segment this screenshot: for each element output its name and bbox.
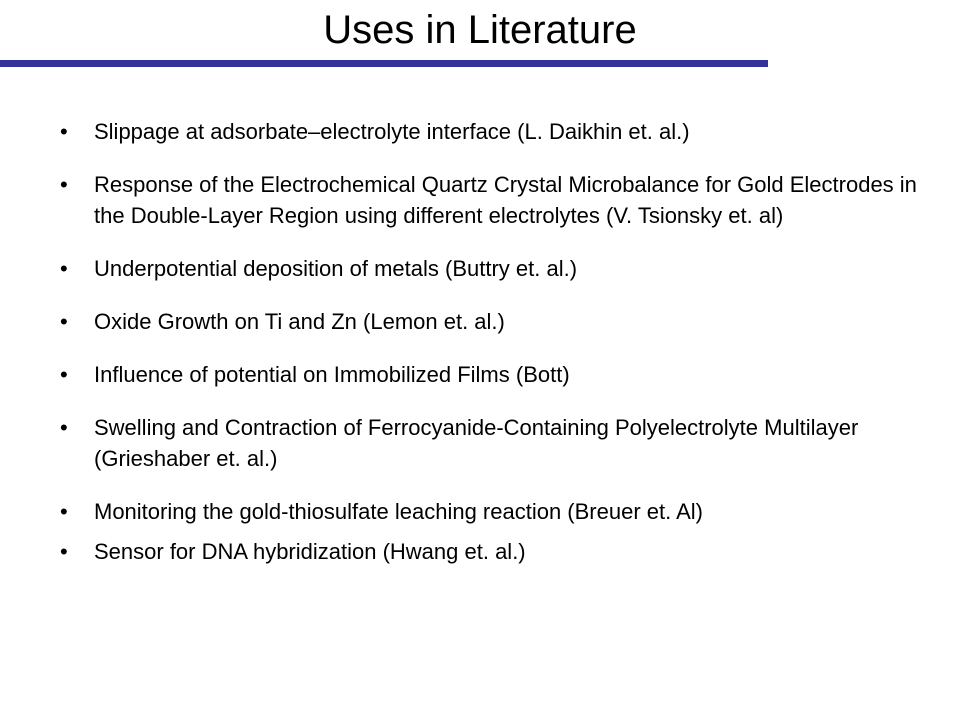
title-underline-rule — [0, 60, 768, 67]
slide-title: Uses in Literature — [323, 8, 637, 52]
bullet-icon: • — [60, 172, 68, 197]
bullet-text: Influence of potential on Immobilized Films (Bott) — [94, 362, 570, 387]
bullet-icon: • — [60, 309, 68, 334]
bullet-icon: • — [60, 415, 68, 440]
bullet-icon: • — [60, 499, 68, 524]
bullet-item-thiosulfate-leaching — [60, 496, 930, 527]
bullet-item-slippage — [60, 116, 930, 147]
bullet-item-oxide-growth — [60, 306, 930, 337]
bullet-text: Response of the Electrochemical Quartz Crystal Microbalance for Gold Electrodes in the Double-Layer Region using different electrolytes (V. Tsionsky et. al) — [94, 172, 917, 228]
bullet-icon: • — [60, 256, 68, 281]
bullet-text: Slippage at adsorbate–electrolyte interface (L. Daikhin et. al.) — [94, 119, 690, 144]
bullet-icon: • — [60, 362, 68, 387]
bullet-text: Swelling and Contraction of Ferrocyanide-Containing Polyelectrolyte Multilayer (Grieshaber et. al.) — [94, 415, 859, 471]
bullet-text: Monitoring the gold-thiosulfate leaching reaction (Breuer et. Al) — [94, 499, 704, 524]
bullet-text: Underpotential deposition of metals (Buttry et. al.) — [94, 256, 578, 281]
bullet-item-eqcm-response — [60, 169, 930, 231]
bullet-item-dna-sensor — [60, 536, 930, 567]
bullet-item-underpotential-deposition — [60, 253, 930, 284]
bullet-icon: • — [60, 119, 68, 144]
bullet-text: Sensor for DNA hybridization (Hwang et. al.) — [94, 539, 526, 564]
bullet-text: Oxide Growth on Ti and Zn (Lemon et. al.) — [94, 309, 505, 334]
bullet-list — [60, 116, 930, 589]
bullet-item-immobilized-films — [60, 359, 930, 390]
bullet-icon: • — [60, 539, 68, 564]
bullet-item-polyelectrolyte-multilayer — [60, 412, 930, 474]
